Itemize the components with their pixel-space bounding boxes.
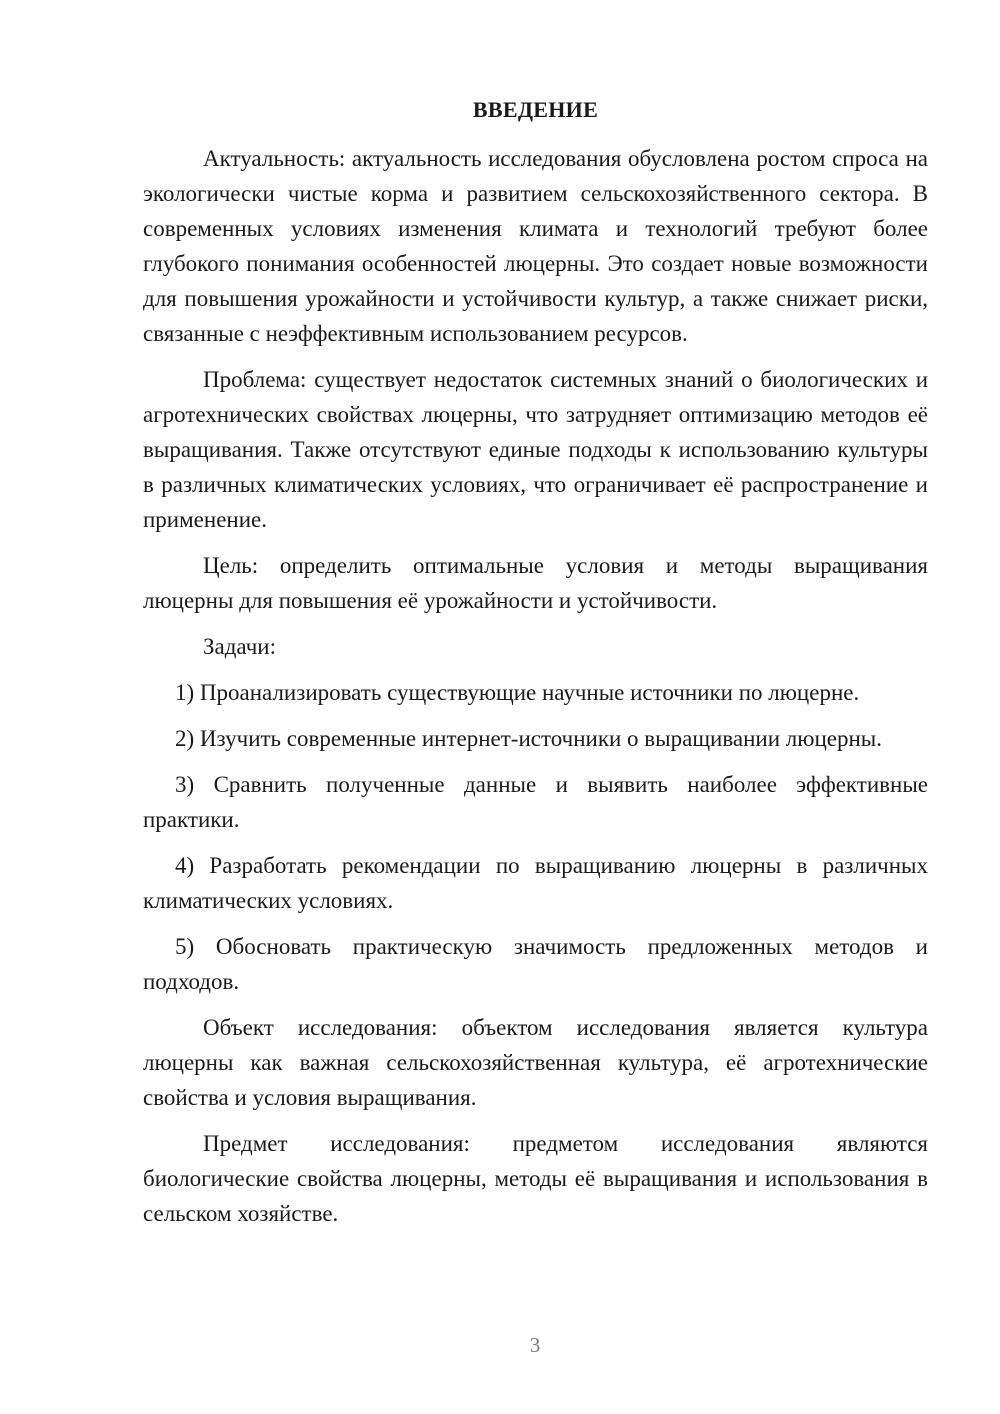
task-item: 1) Проанализировать существующие научные источники по люцерне. bbox=[175, 680, 860, 705]
task-item: 5) Обосновать практическую значимость предложенных методов и подходов. bbox=[143, 934, 928, 994]
task-item: 3) Сравнить полученные данные и выявить наиболее эффективные практики. bbox=[143, 772, 928, 832]
task-item: 2) Изучить современные интернет-источники о выращивании люцерны. bbox=[175, 726, 882, 751]
paragraph-relevance: Актуальность: актуальность исследования обусловлена ростом спроса на экологически чистые корма и развитием сельскохозяйственного сектора. В современных условиях изменения климата и технологий требуют более глубокого понимания особенностей люцерны. Это создает новые возможности для повышения урожайности и устойчивости культур, а также снижает риски, связанные с неэффективным использованием ресурсов. bbox=[143, 146, 928, 346]
section-title: ВВЕДЕНИЕ bbox=[472, 97, 599, 122]
page-number: 3 bbox=[529, 1333, 541, 1357]
tasks-heading: Задачи: bbox=[203, 634, 276, 659]
document-content bbox=[143, 92, 928, 1242]
paragraph-problem: Проблема: существует недостаток системных знаний о биологических и агротехнических свойствах люцерны, что затрудняет оптимизацию методов её выращивания. Также отсутствуют единые подходы к использованию культуры в различных климатических условиях, что ограничивает её распространение и применение. bbox=[143, 367, 928, 532]
paragraph-goal: Цель: определить оптимальные условия и методы выращивания люцерны для повышения её урожайности и устойчивости. bbox=[143, 553, 928, 613]
paragraph-object: Объект исследования: объектом исследования является культура люцерны как важная сельскохозяйственная культура, её агротехнические свойства и условия выращивания. bbox=[143, 1015, 928, 1110]
paragraph-subject: Предмет исследования: предметом исследования являются биологические свойства люцерны, методы её выращивания и использования в сельском хозяйстве. bbox=[143, 1131, 928, 1226]
task-item: 4) Разработать рекомендации по выращиванию люцерны в различных климатических условиях. bbox=[143, 853, 928, 913]
